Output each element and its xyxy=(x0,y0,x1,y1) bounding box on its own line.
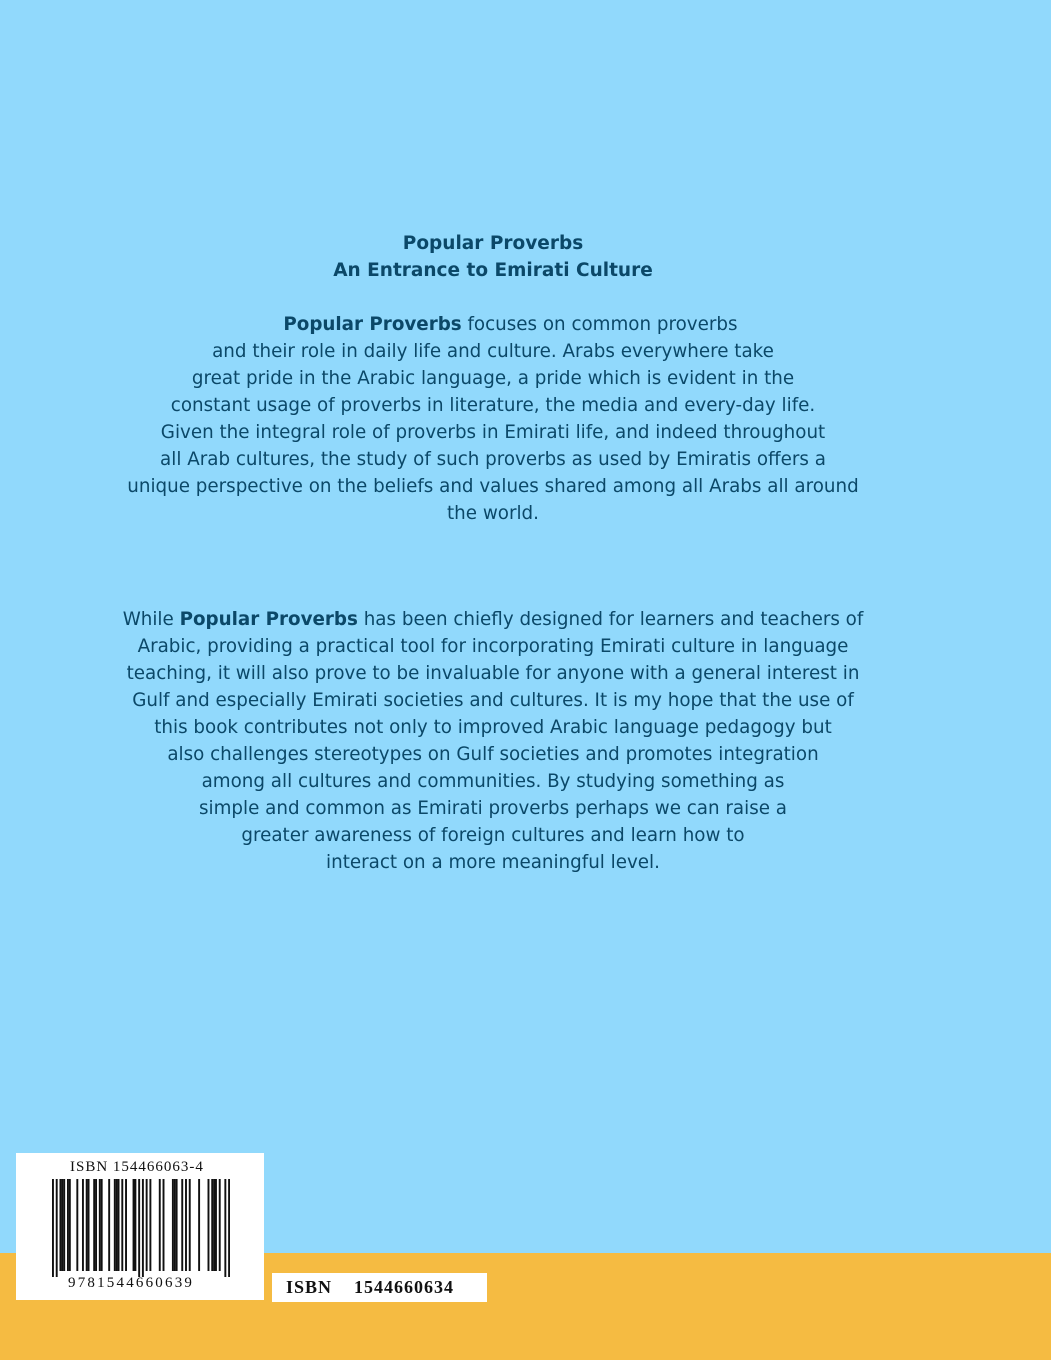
title-block xyxy=(0,230,986,284)
book-subtitle: An Entrance to Emirati Culture xyxy=(333,260,653,281)
barcode-bar xyxy=(86,1179,88,1271)
barcode-bar xyxy=(69,1179,71,1271)
barcode-bar xyxy=(213,1179,215,1271)
paragraph-1-lead-rest: focuses on common proverbs xyxy=(461,314,738,335)
paragraph-line: Arabic, providing a practical tool for incorporating Emirati culture in language xyxy=(137,636,849,657)
paragraph-line: simple and common as Emirati proverbs perhaps we can raise a xyxy=(199,798,787,819)
description-paragraph-2 xyxy=(100,606,886,876)
barcode-bar xyxy=(76,1179,78,1271)
barcode-bar xyxy=(52,1179,54,1277)
barcode-bar xyxy=(133,1179,135,1271)
barcode-bar xyxy=(61,1179,63,1271)
barcode-bar xyxy=(146,1179,148,1271)
paragraph-line: unique perspective on the beliefs and values shared among all Arabs all around xyxy=(127,476,859,497)
barcode-bar xyxy=(138,1179,140,1277)
barcode-bar xyxy=(95,1179,97,1271)
barcode-bar xyxy=(63,1179,65,1271)
paragraph-line: and their role in daily life and culture. Arabs everywhere take xyxy=(212,341,774,362)
barcode-bar xyxy=(116,1179,118,1271)
barcode-bar xyxy=(176,1179,178,1271)
barcode-bar xyxy=(189,1179,191,1271)
barcode-bar xyxy=(59,1179,61,1271)
barcode-bar xyxy=(219,1179,221,1271)
paragraph-line: constant usage of proverbs in literature, the media and every-day life. xyxy=(170,395,816,416)
barcode-bar xyxy=(134,1179,136,1271)
paragraph-line: Given the integral role of proverbs in Emirati life, and indeed throughout xyxy=(160,422,826,443)
barcode-isbn-text: ISBN 154466063-4 xyxy=(70,1159,204,1175)
barcode-bar xyxy=(208,1179,210,1271)
paragraph-line: the world. xyxy=(447,503,539,524)
paragraph-2-lead-rest: has been chiefly designed for learners and teachers of xyxy=(357,609,864,630)
barcode-bar xyxy=(99,1179,101,1271)
book-name-bold: Popular Proverbs xyxy=(283,314,462,335)
barcode-bar xyxy=(82,1179,84,1271)
paragraph-line: also challenges stereotypes on Gulf societies and promotes integration xyxy=(167,744,819,765)
barcode-bar xyxy=(228,1179,230,1277)
barcode-bar xyxy=(149,1179,151,1271)
barcode-bar xyxy=(224,1179,226,1277)
barcode-bar xyxy=(118,1179,120,1271)
description-paragraph-1 xyxy=(100,311,886,527)
paragraph-line: teaching, it will also prove to be invaluable for anyone with a general interest in xyxy=(126,663,860,684)
paragraph-line: interact on a more meaningful level. xyxy=(326,852,660,873)
paragraph-line: great pride in the Arabic language, a pride which is evident in the xyxy=(191,368,795,389)
paragraph-line: greater awareness of foreign cultures and learn how to xyxy=(241,825,745,846)
barcode-bar xyxy=(211,1179,213,1271)
barcode-bar xyxy=(101,1179,103,1271)
book-title: Popular Proverbs xyxy=(402,233,584,254)
barcode-bar xyxy=(185,1179,187,1271)
barcode-bar xyxy=(198,1179,200,1271)
barcode-bar xyxy=(108,1179,110,1271)
barcode-bar xyxy=(88,1179,90,1271)
barcode-box xyxy=(16,1153,264,1300)
isbn-label: ISBN 1544660634 xyxy=(272,1273,487,1302)
barcode-bar xyxy=(125,1179,127,1271)
barcode-bar xyxy=(174,1179,176,1271)
book-name-bold: Popular Proverbs xyxy=(179,609,358,630)
paragraph-line: all Arab cultures, the study of such proverbs as used by Emiratis offers a xyxy=(160,449,826,470)
paragraph-line: among all cultures and communities. By studying something as xyxy=(201,771,785,792)
barcode-digits: 9781544660639 xyxy=(68,1275,195,1291)
barcode-bar xyxy=(215,1179,217,1271)
barcode-bar xyxy=(114,1179,116,1271)
barcode-bar xyxy=(56,1179,58,1277)
barcode-bar xyxy=(181,1179,183,1271)
barcode-bar xyxy=(121,1179,123,1271)
barcode-bar xyxy=(163,1179,165,1271)
barcode-bar xyxy=(93,1179,95,1271)
paragraph-line: Gulf and especially Emirati societies and cultures. It is my hope that the use of xyxy=(132,690,854,711)
barcode-bars xyxy=(52,1179,230,1277)
paragraph-2-lead-line xyxy=(100,606,886,633)
barcode-bar xyxy=(159,1179,161,1271)
paragraph-2-lead-pre: While xyxy=(122,609,180,630)
barcode-bar xyxy=(67,1179,69,1271)
barcode-bar xyxy=(172,1179,174,1271)
paragraph-1-lead-line xyxy=(100,311,886,338)
barcode-bar xyxy=(142,1179,144,1277)
paragraph-line: this book contributes not only to improved Arabic language pedagogy but xyxy=(154,717,832,738)
